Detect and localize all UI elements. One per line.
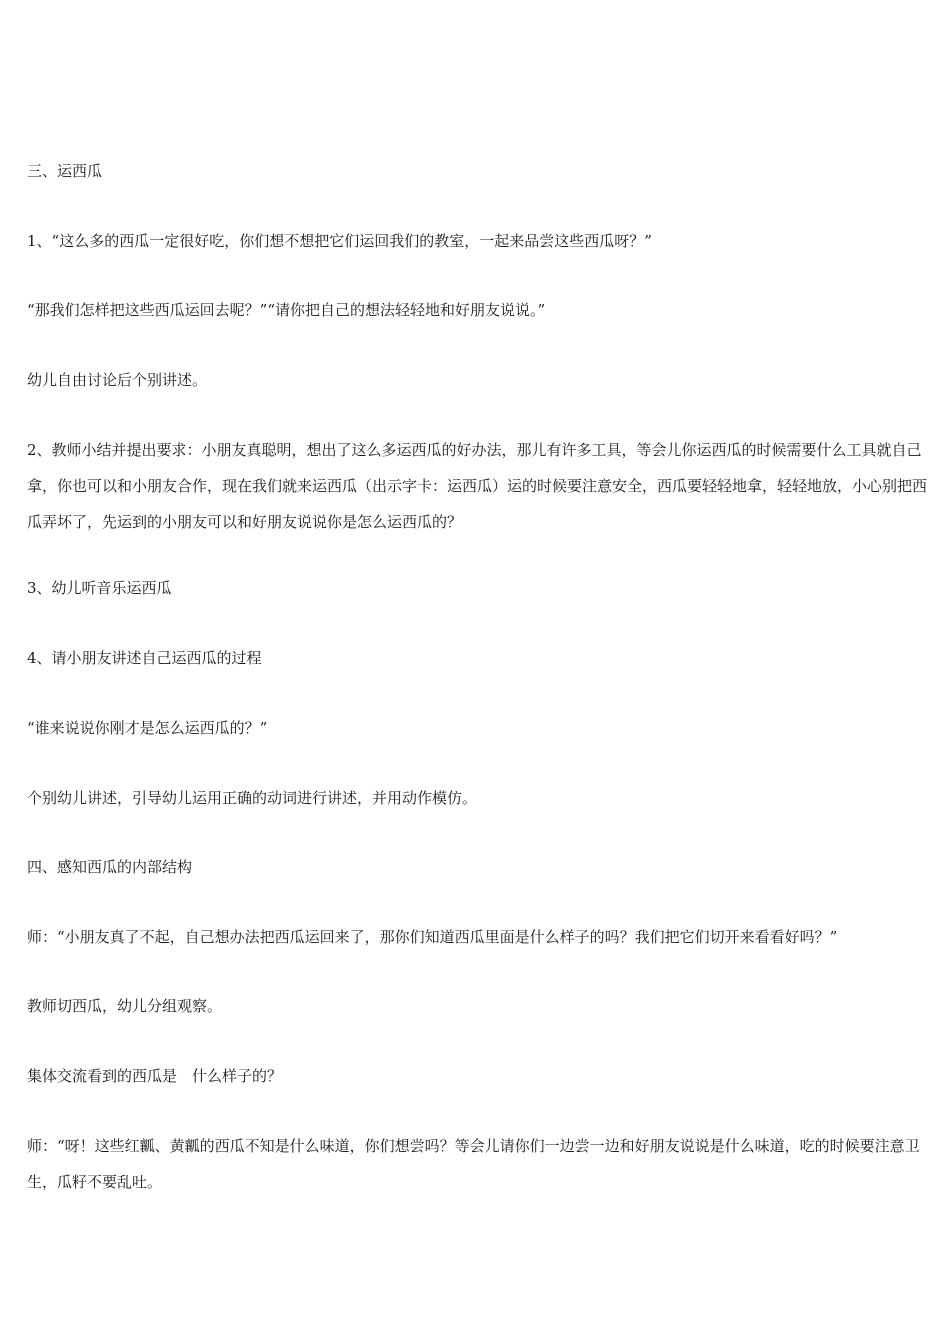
section-heading-transport-watermelon: 三、运西瓜 [27, 162, 103, 180]
paragraph-free-discussion: 幼儿自由讨论后个别讲述。 [27, 371, 208, 389]
paragraph-group-observation: 教师切西瓜，幼儿分组观察。 [27, 997, 223, 1015]
paragraph-collective-exchange: 集体交流看到的西瓜是 什么样子的？ [27, 1067, 283, 1085]
paragraph-who-will-tell: “谁来说说你刚才是怎么运西瓜的？” [27, 719, 268, 737]
paragraph-tasting: 师：“呀！这些红瓤、黄瓤的西瓜不知是什么味道，你们想尝吗？等会儿请你们一边尝一边和好朋友说说是什么味道，吃的时候要注意卫生，瓜籽不要乱吐。 [27, 1137, 920, 1191]
paragraph-step-3: 3、幼儿听音乐运西瓜 [27, 579, 172, 597]
paragraph-how-to-transport: “那我们怎样把这些西瓜运回去呢？”“请你把自己的想法轻轻地和好朋友说说。” [27, 301, 546, 319]
paragraph-individual-narration: 个别幼儿讲述，引导幼儿运用正确的动词进行讲述，并用动作模仿。 [27, 789, 478, 807]
paragraph-step-4: 4、请小朋友讲述自己运西瓜的过程 [27, 649, 262, 667]
paragraph-teacher-cut-open: 师：“小朋友真了不起，自己想办法把西瓜运回来了，那你们知道西瓜里面是什么样子的吗？我们把它们切开来看看好吗？” [27, 928, 838, 946]
paragraph-step-1: 1、“这么多的西瓜一定很好吃，你们想不想把它们运回我们的教室，一起来品尝这些西瓜呀？” [27, 232, 652, 250]
section-heading-internal-structure: 四、感知西瓜的内部结构 [27, 858, 193, 876]
paragraph-step-2-teacher-summary: 2、教师小结并提出要求：小朋友真聪明，想出了这么多运西瓜的好办法，那儿有许多工具，等会儿你运西瓜的时候需要什么工具就自己拿，你也可以和小朋友合作，现在我们就来运西瓜（出示字卡：运西瓜）运的时候要注意安全，西瓜要轻轻地拿，轻轻地放，小心别把西瓜弄坏了，先运到的小朋友可以和好朋友说说你是怎么运西瓜的？ [27, 441, 928, 531]
